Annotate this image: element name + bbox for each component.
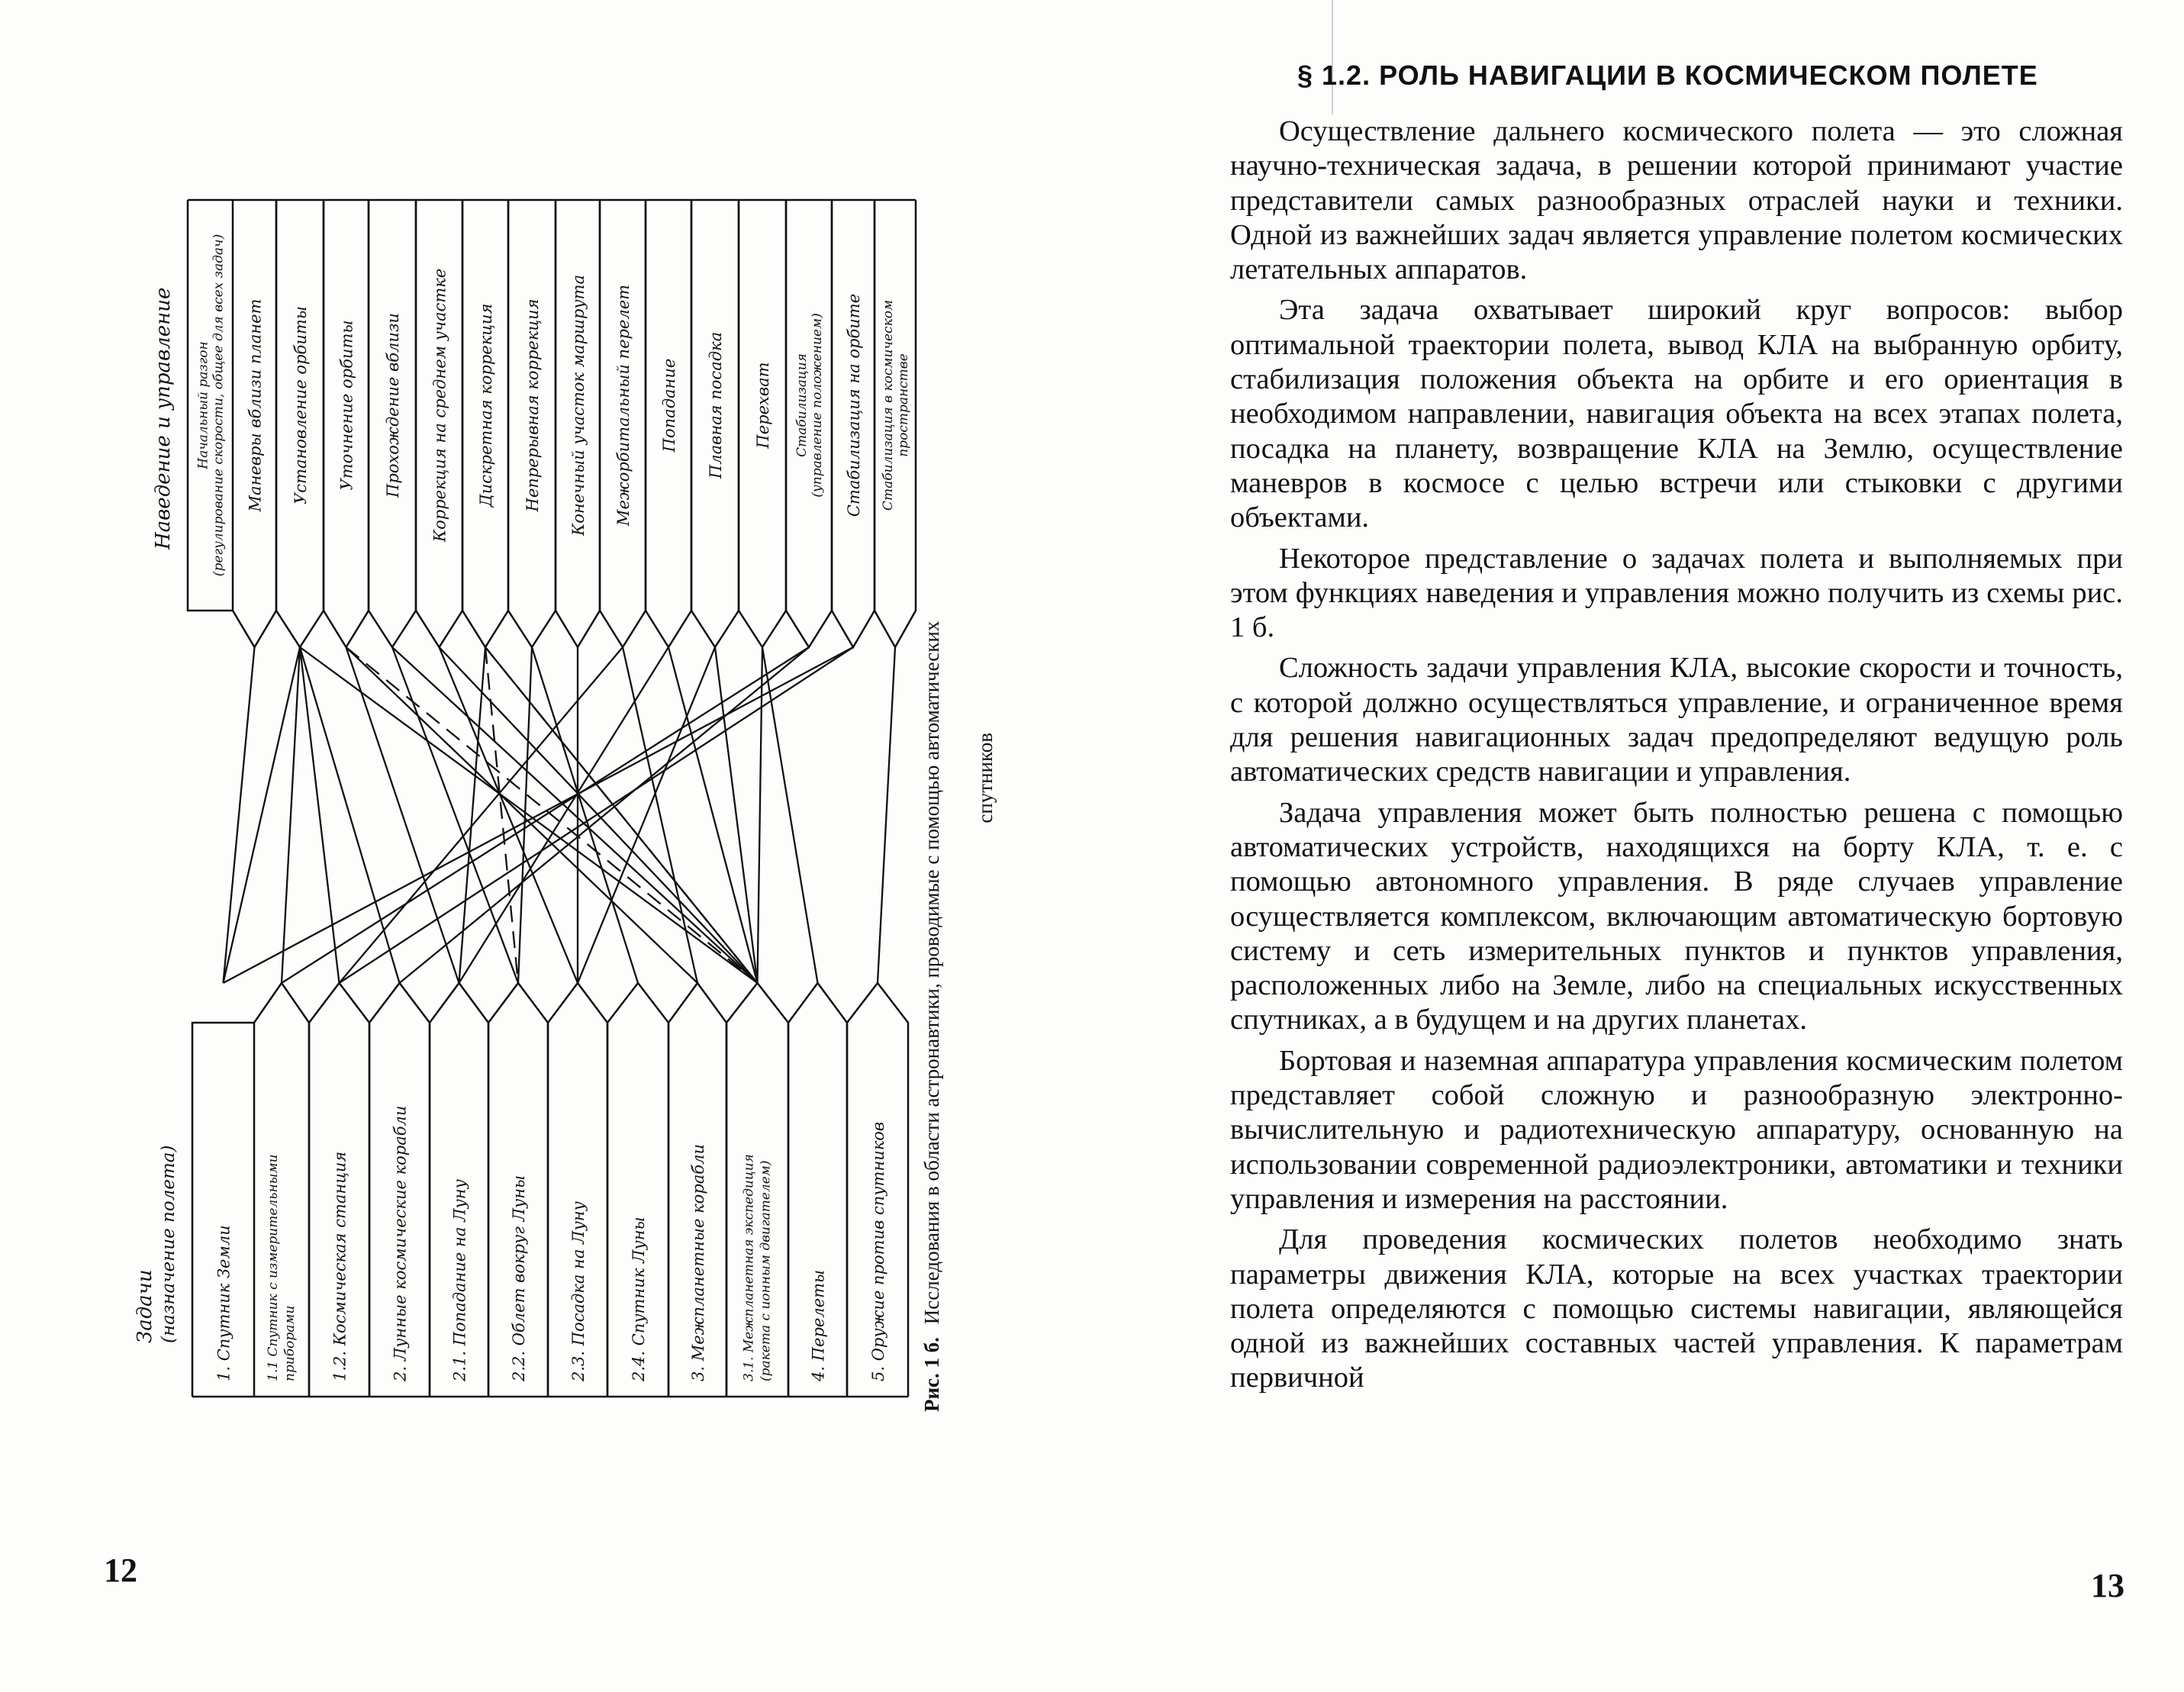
task-label-5-1: 2.1. Попадание на Луну xyxy=(450,1179,469,1381)
connection-line-1 xyxy=(224,647,301,983)
guidance-label-1-1: Начальный разгон xyxy=(195,341,211,469)
guidance-header: Наведение и управление xyxy=(152,287,175,549)
connection-line-20 xyxy=(762,647,818,983)
page-number-right: 13 xyxy=(2091,1567,2124,1604)
guidance-box-10 xyxy=(600,200,646,647)
task-label-4-1: 2. Лунные космические корабли xyxy=(391,1105,410,1381)
task-box-10 xyxy=(726,983,788,1397)
connection-line-7 xyxy=(346,647,698,983)
connection-line-27 xyxy=(392,647,758,983)
connection-lines xyxy=(224,647,896,983)
guidance-label-12-1: Плавная посадка xyxy=(707,331,725,479)
connection-line-28 xyxy=(668,647,758,983)
guidance-box-11 xyxy=(646,200,691,647)
guidance-label-3-1: Установление орбиты xyxy=(292,306,310,504)
paragraph-6: Бортовая и наземная аппаратура управления космическим полетом представляет собой сложную и разнообразную электронно-вычислительную и радиотехническую аппаратуру, основанную на использовании современной радиоэлектроники, автоматики и техники управления и измерения на расстоянии. xyxy=(1230,1044,2123,1215)
paragraph-1: Осуществление дальнего космического полета — это сложная научно-техническая задача, в решении которой принимают участие представители самых разнообразных отраслей науки и техники. Одной из важнейших задач является управление полетом космических летательных аппаратов. xyxy=(1230,115,2123,286)
flight-tasks-group xyxy=(192,983,908,1397)
caption-line1: Исследования в области астронавтики, проводимые с помощью автоматических xyxy=(920,620,943,1325)
guidance-label-13-1: Перехват xyxy=(754,362,772,449)
connection-line-17 xyxy=(623,647,697,983)
guidance-label-8-1: Непрерывная коррекция xyxy=(523,298,542,512)
connection-line-26 xyxy=(224,647,255,983)
task-label-6-1: 2.2. Облет вокруг Луны xyxy=(510,1175,528,1381)
task-label-2-2: приборами xyxy=(282,1305,298,1381)
guidance-box-9 xyxy=(556,200,600,647)
paragraph-4: Сложность задачи управления КЛА, высокие скорости и точность, с которой должно осуществляться управление, и ограниченное время для решения навигационных задач предопределяют ведущую роль автоматических средств навигации и управления. xyxy=(1230,652,2123,788)
guidance-label-7-1: Дискретная коррекция xyxy=(477,303,495,508)
guidance-label-1-2: (регулирование скорости, общее для всех задач) xyxy=(211,234,227,577)
connection-line-21 xyxy=(282,647,809,983)
guidance-box-8 xyxy=(508,200,556,647)
page-number-left: 12 xyxy=(104,1552,137,1589)
connection-line-8 xyxy=(392,647,518,983)
section-heading: § 1.2. РОЛЬ НАВИГАЦИИ В КОСМИЧЕСКОМ ПОЛЕТЕ xyxy=(1297,60,2038,91)
connection-line-29 xyxy=(715,647,758,983)
task-box-11 xyxy=(788,983,847,1397)
task-label-11-1: 4. Перелеты xyxy=(809,1269,828,1381)
guidance-functions-group xyxy=(188,200,916,647)
task-label-10-1: 3.1. Межпланетная экспедиция xyxy=(741,1154,757,1381)
task-box-9 xyxy=(668,983,726,1397)
body-text xyxy=(1230,114,2123,1402)
guidance-label-9-1: Конечный участок маршрута xyxy=(569,275,588,536)
guidance-box-12 xyxy=(691,200,739,647)
guidance-box-3 xyxy=(276,200,324,647)
task-box-5 xyxy=(430,983,488,1397)
guidance-label-2-1: Маневры вблизи планет xyxy=(246,298,265,512)
guidance-box-14 xyxy=(786,200,832,647)
guidance-box-7 xyxy=(462,200,508,647)
guidance-box-13 xyxy=(739,200,786,647)
task-label-9-1: 3. Межпланетные корабли xyxy=(689,1143,707,1381)
guidance-label-11-1: Попадание xyxy=(660,358,678,453)
guidance-label-16-1: Стабилизация в космическом xyxy=(881,299,896,511)
guidance-label-4-1: Уточнение орбиты xyxy=(337,320,356,491)
paragraph-2: Эта задача охватывает широкий круг вопросов: выбор оптимальной траектории полета, вывод КЛА на выбранную орбиту, стабилизация положения объекта на орбите и его ориентация в необходимом направлении, навигация объекта на всех этапах полета, посадка на планету, возвращение КЛА на Землю, осуществление маневров в космосе с целью встречи или стыковки с другими объектами. xyxy=(1230,294,2123,534)
guidance-label-6-1: Коррекция на среднем участке xyxy=(430,268,449,543)
task-box-12 xyxy=(847,983,908,1397)
guidance-label-5-1: Прохождение вблизи xyxy=(384,313,402,498)
connection-line-18 xyxy=(459,647,669,983)
task-label-10-2: (ракета с ионным двигателем) xyxy=(758,1160,774,1381)
connection-line-22 xyxy=(400,647,810,983)
guidance-label-10-1: Межорбитальный перелет xyxy=(614,284,633,527)
tasks-header-line2: (назначение полета) xyxy=(159,1145,179,1343)
guidance-box-15 xyxy=(832,200,875,647)
guidance-box-5 xyxy=(369,200,416,647)
guidance-box-6 xyxy=(416,200,462,647)
task-box-4 xyxy=(369,983,430,1397)
connection-line-25 xyxy=(878,647,895,983)
guidance-label-14-1: Стабилизация xyxy=(794,353,810,457)
caption-line2: спутников xyxy=(974,733,997,823)
guidance-box-1 xyxy=(188,200,233,611)
task-label-3-1: 1.2. Космическая станция xyxy=(330,1151,350,1381)
task-box-8 xyxy=(607,983,668,1397)
task-label-7-1: 2.3. Посадка на Луну xyxy=(569,1201,588,1381)
guidance-label-16-2: пространстве xyxy=(896,353,911,457)
guidance-label-15-1: Стабилизация на орбите xyxy=(845,293,863,517)
task-box-2 xyxy=(254,983,309,1397)
dashed-connection-line-1 xyxy=(346,647,758,983)
task-box-1 xyxy=(192,1023,254,1397)
paragraph-7: Для проведения космических полетов необходимо знать параметры движения КЛА, которые на всех участках траектории полета определяются с помощью системы навигации, являющейся одной из важнейших составных частей управления. К параметрам первичной xyxy=(1230,1223,2123,1394)
tasks-header-line1: Задачи xyxy=(134,1269,156,1343)
task-box-7 xyxy=(548,983,607,1397)
guidance-box-4 xyxy=(324,200,369,647)
paragraph-3: Некоторое представление о задачах полета и выполняемых при этом функциях наведения и управления можно получить из схемы рис. 1 б. xyxy=(1230,542,2123,644)
connection-line-6 xyxy=(346,647,459,983)
task-label-1-1: 1. Спутник Земли xyxy=(214,1225,234,1381)
svg-text:Рис. 1 б. Исследован xyxy=(920,620,943,1412)
connection-line-5 xyxy=(300,647,758,983)
task-label-12-1: 5. Оружие против спутников xyxy=(869,1121,887,1381)
connection-line-2 xyxy=(282,647,300,983)
guidance-label-14-2: (управление положением) xyxy=(810,313,825,498)
guidance-box-2 xyxy=(233,200,276,647)
task-label-8-1: 2.4. Спутник Луны xyxy=(630,1217,648,1381)
paragraph-5: Задача управления может быть полностью решена с помощью автоматических устройств, находящихся на борту КЛА, т. е. с помощью автономного управления. В ряде случаев управление осуществляется комплексом, включающим автоматическую бортовую систему и сеть измерительных пунктов и пунктов управления, расположенных либо на Земле, либо на специальных искусственных спутниках, а в будущем и на других планетах. xyxy=(1230,796,2123,1036)
connection-line-4 xyxy=(300,647,400,983)
task-box-6 xyxy=(488,983,548,1397)
guidance-box-16 xyxy=(875,200,916,647)
caption-label: Рис. 1 б. xyxy=(920,1336,943,1412)
task-label-2-1: 1.1 Спутник с измерительными xyxy=(266,1154,281,1381)
task-box-3 xyxy=(309,983,369,1397)
connection-line-24 xyxy=(340,647,854,983)
figure-caption xyxy=(920,620,997,1412)
